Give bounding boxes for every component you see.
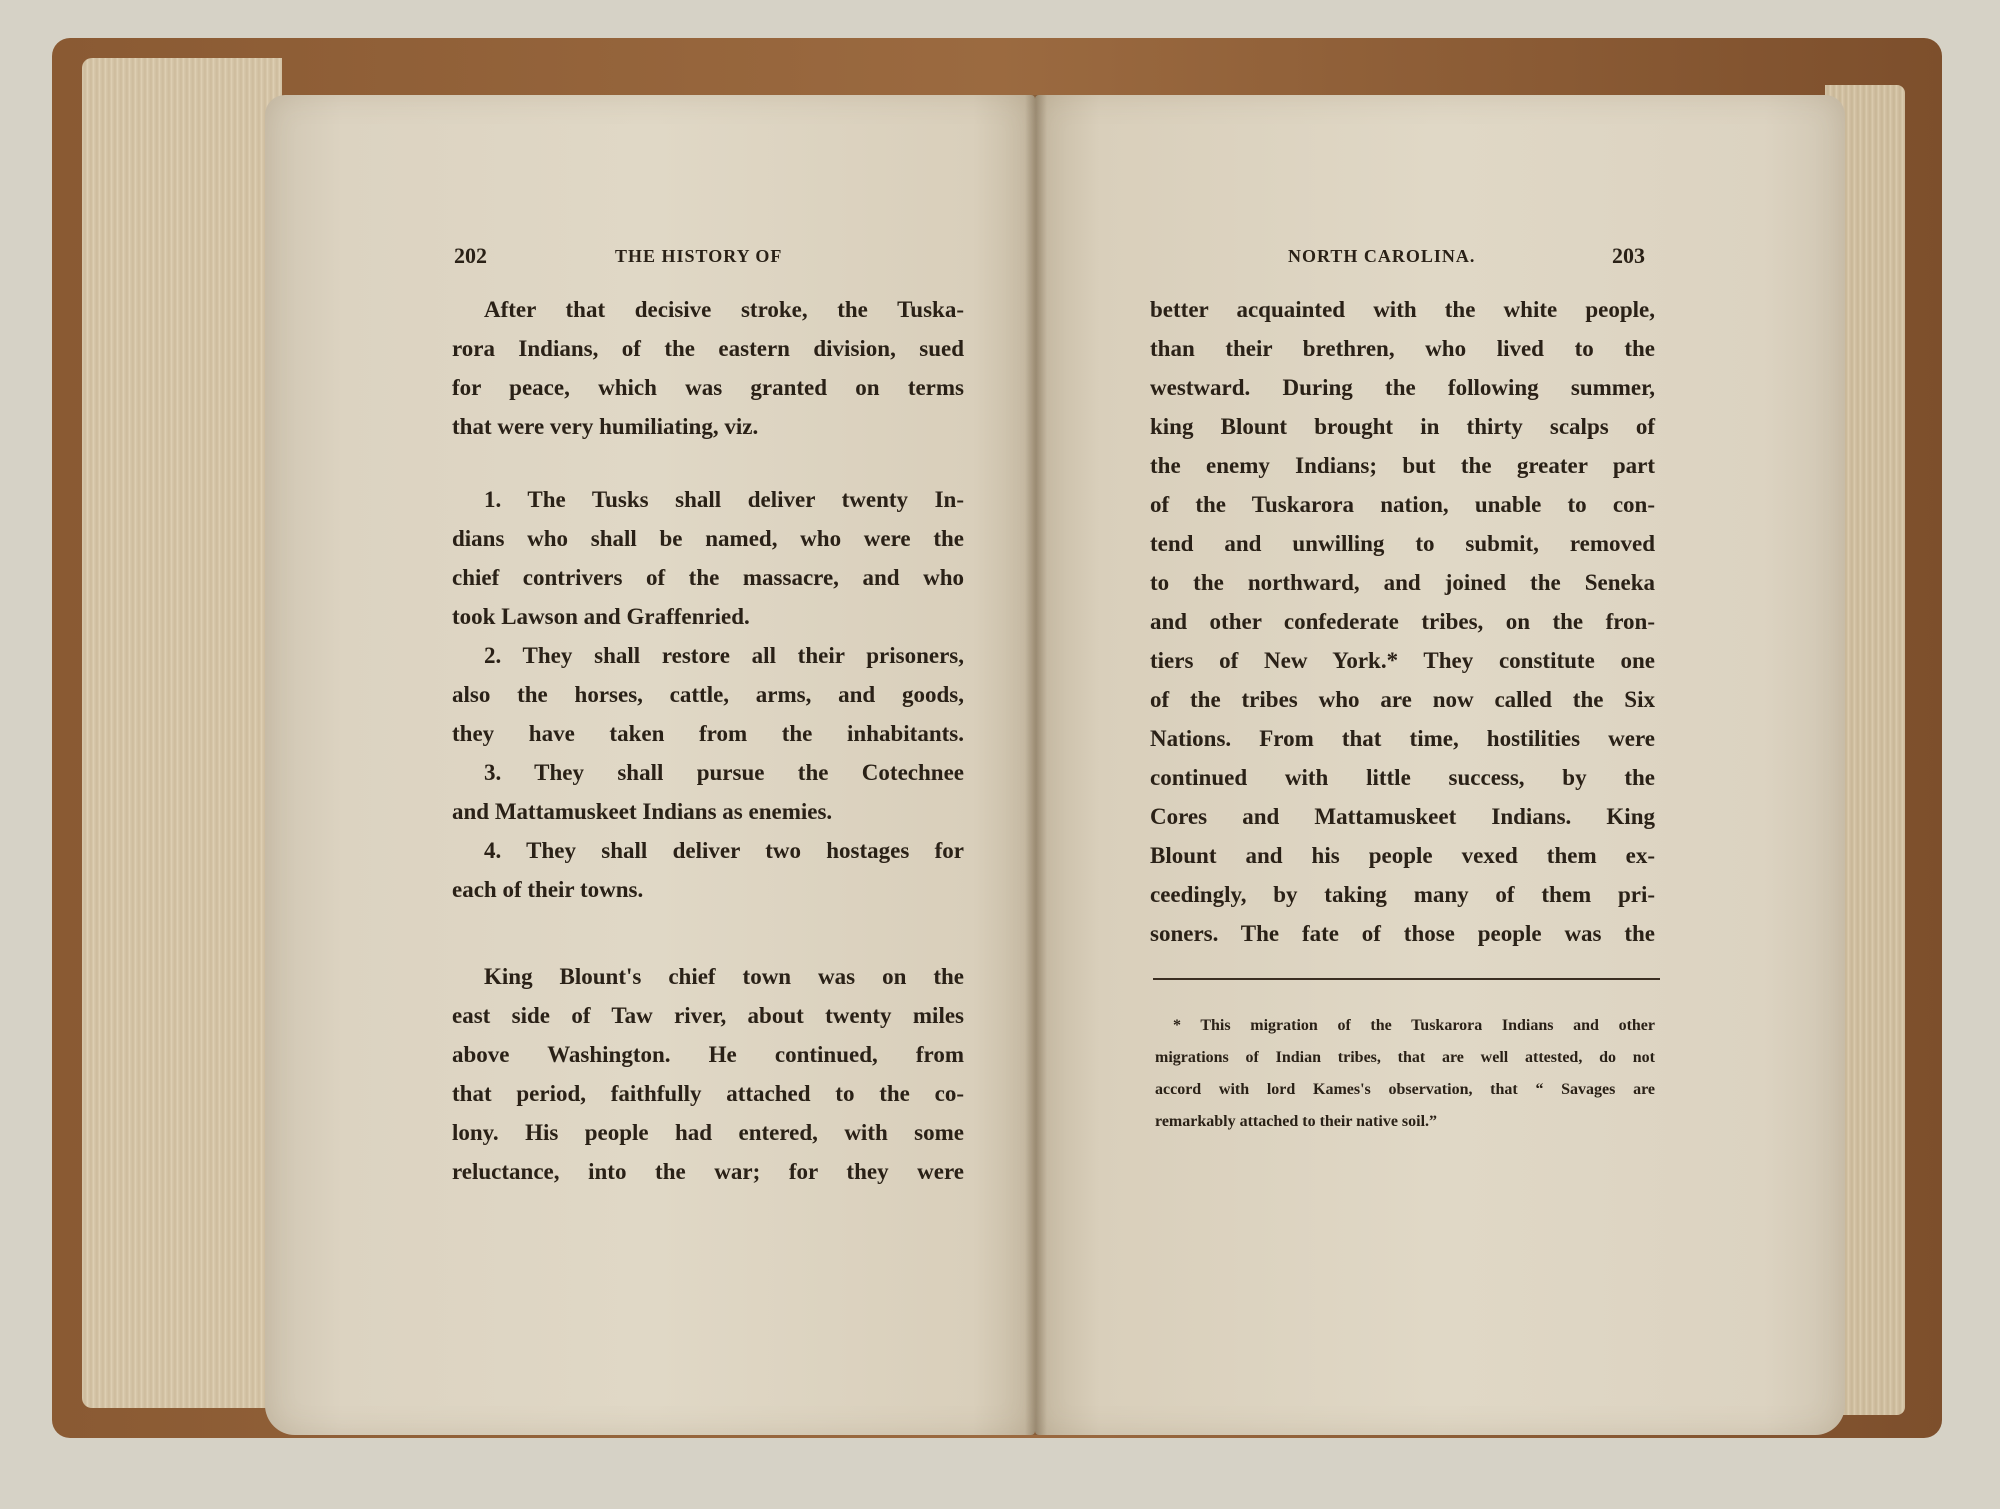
list-item bbox=[452, 480, 964, 636]
text-line: that were very humiliating, viz. bbox=[452, 414, 759, 439]
text-line: 2. They shall restore all their prisoners, bbox=[484, 643, 964, 668]
paragraph bbox=[452, 957, 964, 1191]
text-line: tend and unwilling to submit, removed bbox=[1150, 531, 1655, 556]
footnote-line: migrations of Indian tribes, that are well attested, do not bbox=[1155, 1049, 1655, 1066]
text-line: continued with little success, by the bbox=[1150, 765, 1655, 790]
paragraph bbox=[452, 290, 964, 446]
text-line: 4. They shall deliver two hostages for bbox=[484, 838, 964, 863]
text-line: chief contrivers of the massacre, and who bbox=[452, 565, 964, 590]
text-line: Cores and Mattamuskeet Indians. King bbox=[1150, 804, 1655, 829]
text-line: westward. During the following summer, bbox=[1150, 375, 1655, 400]
left-page-text bbox=[452, 290, 964, 1191]
text-line: also the horses, cattle, arms, and goods, bbox=[452, 682, 964, 707]
text-line: they have taken from the inhabitants. bbox=[452, 721, 964, 746]
footnote-line: remarkably attached to their native soil.” bbox=[1155, 1113, 1438, 1130]
footnote-line: accord with lord Kames's observation, that “ Savages are bbox=[1155, 1081, 1655, 1098]
text-line: that period, faithfully attached to the co- bbox=[452, 1081, 964, 1106]
list-item bbox=[452, 636, 964, 753]
text-line: to the northward, and joined the Seneka bbox=[1150, 570, 1655, 595]
text-line: 1. The Tusks shall deliver twenty In- bbox=[484, 487, 964, 512]
text-line: each of their towns. bbox=[452, 877, 644, 902]
text-line: better acquainted with the white people, bbox=[1150, 297, 1655, 322]
text-line: king Blount brought in thirty scalps of bbox=[1150, 414, 1655, 439]
text-line: east side of Taw river, about twenty miles bbox=[452, 1003, 964, 1028]
text-line: took Lawson and Graffenried. bbox=[452, 604, 750, 629]
text-line: Blount and his people vexed them ex- bbox=[1150, 843, 1655, 868]
text-line: dians who shall be named, who were the bbox=[452, 526, 964, 551]
list-item bbox=[452, 831, 964, 909]
text-line: soners. The fate of those people was the bbox=[1150, 921, 1655, 946]
text-line: ceedingly, by taking many of them pri- bbox=[1150, 882, 1655, 907]
text-line: than their brethren, who lived to the bbox=[1150, 336, 1655, 361]
left-page-number: 202 bbox=[454, 243, 487, 268]
paragraph bbox=[1150, 290, 1655, 953]
text-line: and other confederate tribes, on the fron- bbox=[1150, 609, 1655, 634]
book-gutter bbox=[1025, 95, 1047, 1435]
footnote-rule bbox=[1153, 978, 1660, 980]
text-line: 3. They shall pursue the Cotechnee bbox=[484, 760, 964, 785]
text-line: and Mattamuskeet Indians as enemies. bbox=[452, 799, 833, 824]
left-page-edges bbox=[82, 58, 282, 1408]
footnote bbox=[1155, 1010, 1655, 1138]
list-item bbox=[452, 753, 964, 831]
right-page-text bbox=[1150, 290, 1655, 953]
text-line: reluctance, into the war; for they were bbox=[452, 1159, 964, 1184]
text-line: King Blount's chief town was on the bbox=[484, 964, 964, 989]
right-running-head: NORTH CAROLINA. bbox=[1288, 246, 1476, 266]
text-line: rora Indians, of the eastern division, sued bbox=[452, 336, 964, 361]
text-line: lony. His people had entered, with some bbox=[452, 1120, 964, 1145]
text-line: for peace, which was granted on terms bbox=[452, 375, 964, 400]
text-line: above Washington. He continued, from bbox=[452, 1042, 964, 1067]
text-line: tiers of New York.* They constitute one bbox=[1150, 648, 1655, 673]
text-line: of the Tuskarora nation, unable to con- bbox=[1150, 492, 1655, 517]
text-line: of the tribes who are now called the Six bbox=[1150, 687, 1655, 712]
left-running-head: THE HISTORY OF bbox=[615, 246, 783, 266]
text-line: After that decisive stroke, the Tuska- bbox=[484, 297, 964, 322]
footnote-line: * This migration of the Tuskarora Indians and other bbox=[1173, 1017, 1655, 1034]
text-line: Nations. From that time, hostilities were bbox=[1150, 726, 1655, 751]
text-line: the enemy Indians; but the greater part bbox=[1150, 453, 1655, 478]
right-page-number: 203 bbox=[1612, 243, 1645, 268]
